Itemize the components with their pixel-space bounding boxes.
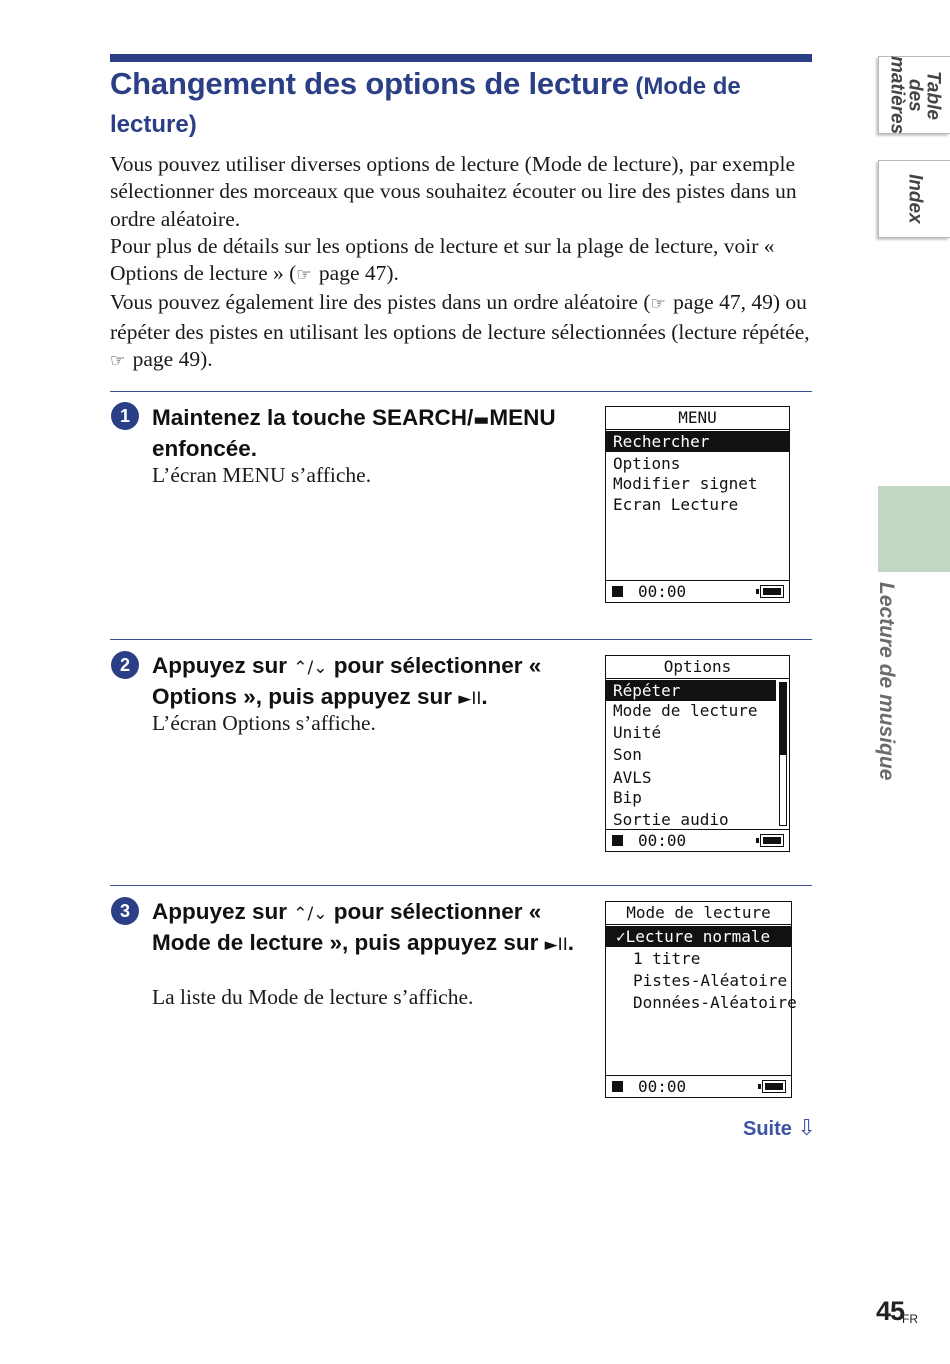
options-item-unite[interactable]: Unité [613,723,662,742]
step-3-title [152,898,582,959]
page-number: 45 [876,1296,905,1326]
step-2-title-c: . [481,683,488,709]
arrow-down-icon: ⇩ [797,1116,816,1141]
options-item-sortie-audio[interactable]: Sortie audio [613,810,729,829]
menu-item-modifier-signet[interactable]: Modifier signet [613,474,758,493]
menu-item-rechercher[interactable]: Rechercher [606,431,789,452]
screen-title: Mode de lecture [606,902,791,925]
mode-item-label: Lecture normale [625,927,771,946]
section-marker [878,486,950,572]
options-item-repeter[interactable]: Répéter [606,680,776,701]
intro-p3-link[interactable]: page 47, 49) ou répéter des pistes en utilisant les options de lecture sélectionnées (lecture répétée, [110,290,810,344]
step-3-description: La liste du Mode de lecture s’affiche. [152,985,474,1009]
up-down-icon: ⌃/⌄ [293,904,328,924]
page-language: FR [902,1312,918,1326]
title-sub: (Mode de lecture) [110,73,741,138]
stop-icon [612,835,623,846]
step-1-title [152,404,582,462]
step-2-title-a: Appuyez sur [152,653,294,678]
page-reference-icon: ☞ [650,294,666,315]
title-rule [110,54,812,62]
minus-icon: ▬ [473,410,490,430]
check-icon: ✓ [616,927,626,946]
step-2-title-b: pour sélectionner « Options », puis appuyez sur [152,653,542,709]
step-2-title [152,652,592,713]
battery-icon [762,1080,786,1093]
intro-p3-text: Vous pouvez également lire des pistes dans un ordre aléatoire ( [110,290,651,315]
mode-item-donnees-aleatoire[interactable]: Données-Aléatoire [633,993,797,1012]
mode-de-lecture-screen [605,901,797,1098]
mode-item-pistes-aleatoire[interactable]: Pistes-Aléatoire [633,971,788,990]
stop-icon [612,586,623,597]
elapsed-time: 00:00 [638,1077,687,1096]
options-screen [605,655,790,852]
tab-table-des-matieres[interactable] [878,56,950,134]
mode-item-1-titre[interactable]: 1 titre [633,949,701,968]
step-1-title-a: Maintenez la touche SEARCH/ [152,405,474,430]
page-title [110,66,812,142]
status-bar [606,580,789,602]
continue-link[interactable] [743,1116,816,1142]
tab-toc-label: Table des matières [886,55,944,135]
title-main: Changement des options de lecture [110,66,629,101]
options-item-mode-de-lecture[interactable]: Mode de lecture [613,701,758,720]
step-separator [110,885,812,886]
menu-item-options[interactable]: Options [613,454,681,473]
step-separator [110,639,812,640]
status-bar [606,1075,791,1097]
step-3-title-c: . [567,929,574,955]
intro-paragraph-3 [110,289,815,375]
mode-item-lecture-normale[interactable] [606,926,791,947]
battery-icon [760,585,784,598]
section-title [864,582,908,782]
step-2-description: L’écran Options s’affiche. [152,711,376,735]
tab-index[interactable] [878,160,950,238]
step-number-badge: 1 [111,402,139,430]
screen-title: Options [606,656,789,679]
elapsed-time: 00:00 [638,831,687,850]
tab-index-label: Index [904,174,926,224]
play-pause-icon: ►II [458,688,482,709]
screen-title: MENU [606,407,789,430]
menu-screen [605,406,790,603]
step-1-description: L’écran MENU s’affiche. [152,463,372,487]
scrollbar[interactable] [779,682,787,826]
options-item-bip[interactable]: Bip [613,788,642,807]
elapsed-time: 00:00 [638,582,687,601]
step-1-title-b: MENU enfoncée. [152,405,556,461]
step-3-title-b: pour sélectionner « Mode de lecture », puis appuyez sur [152,899,545,955]
step-number-badge: 2 [111,651,139,679]
page-reference-icon: ☞ [110,351,126,372]
menu-item-ecran-lecture[interactable]: Ecran Lecture [613,495,739,514]
options-item-son[interactable]: Son [613,745,642,764]
intro-p3-link-2[interactable]: page 49). [127,347,213,372]
step-number-badge: 3 [111,897,139,925]
page-reference-icon: ☞ [296,265,312,286]
stop-icon [612,1081,623,1092]
status-bar [606,829,789,851]
up-down-icon: ⌃/⌄ [293,658,328,678]
intro-paragraph-1: Vous pouvez utiliser diverses options de lecture (Mode de lecture), par exemple sélectionner des morceaux que vous souhaitez écouter ou lire des pistes dans un ordre aléatoire. [110,152,797,231]
scrollbar-thumb[interactable] [780,683,786,755]
section-title-label: Lecture de musique [875,582,898,781]
play-pause-icon: ►II [544,934,568,955]
battery-icon [760,834,784,847]
intro-p2-link[interactable]: page 47). [313,261,399,286]
intro-text [110,151,815,375]
step-3-title-a: Appuyez sur [152,899,294,924]
step-separator [110,391,812,392]
intro-paragraph-2 [110,233,815,290]
intro-p2-text: Pour plus de détails sur les options de lecture et sur la plage de lecture, voir « Options de lecture » ( [110,233,775,286]
options-item-avls[interactable]: AVLS [613,768,652,787]
continue-label: Suite [743,1118,792,1140]
